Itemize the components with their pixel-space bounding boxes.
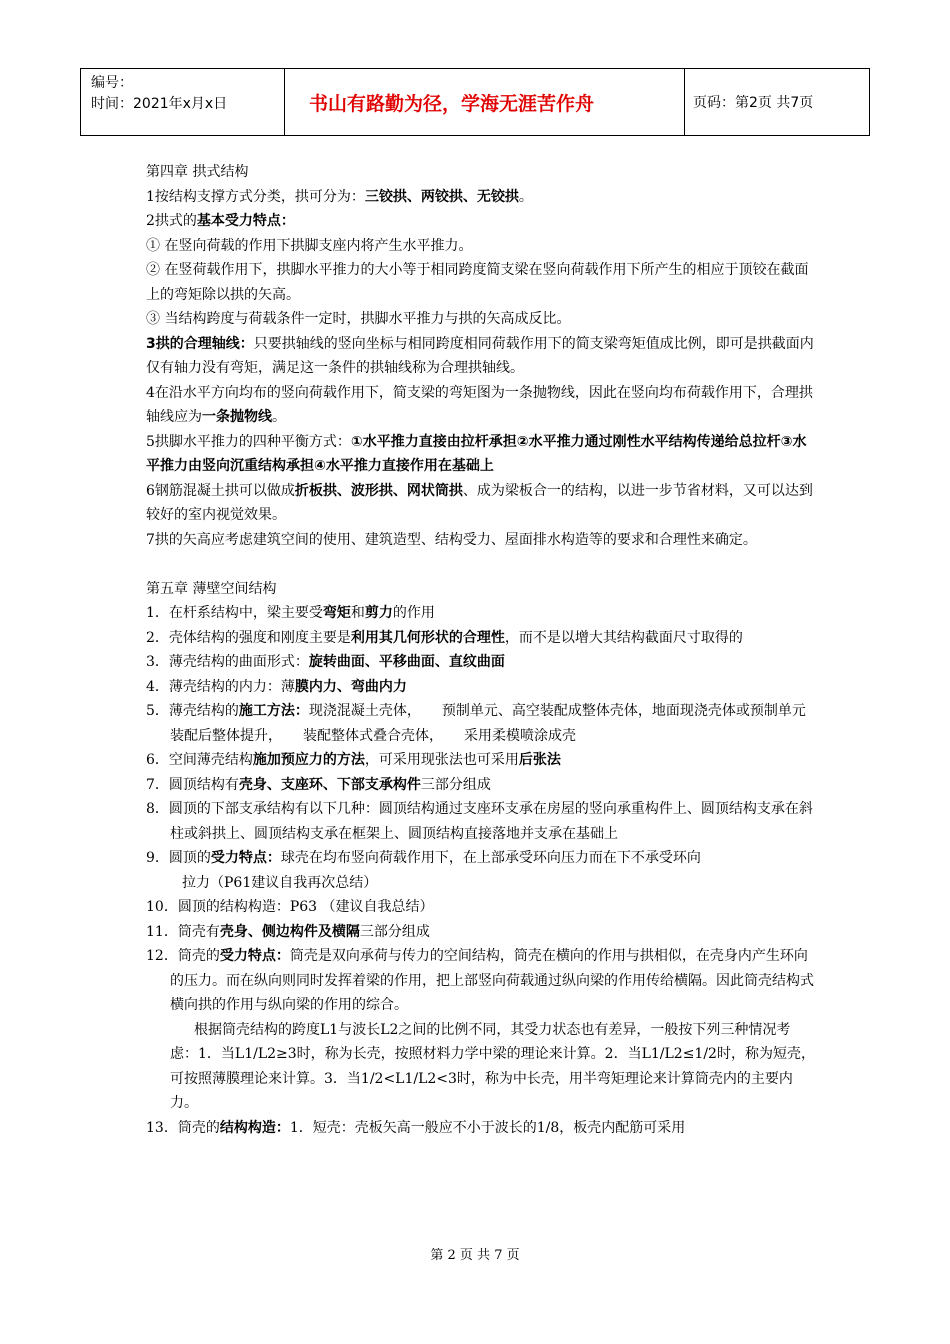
list-item: 12．筒壳的受力特点：筒壳是双向承荷与传力的空间结构，筒壳在横向的作用与拱相似，在壳身内产生环向的压力。而在纵向则同时发挥着梁的作用，把上部竖向荷载通过纵向梁的作用传给横隔。因此筒壳结构式横向拱的作用与纵向梁的作用的综合。 <box>146 948 814 1013</box>
list-item: 9．圆顶的受力特点：球壳在均布竖向荷载作用下，在上部承受环向压力而在下不承受环向 <box>146 850 701 866</box>
list-item: 2．壳体结构的强度和刚度主要是利用其几何形状的合理性，而不是以增大其结构截面尺寸取得的 <box>146 629 743 646</box>
paragraph: 4在沿水平方向均布的竖向荷载作用下，简支梁的弯矩图为一条抛物线，因此在竖向均布荷载作用下，合理拱轴线应为一条抛物线。 <box>146 384 813 425</box>
header-motto: 书山有路勤为径，学海无涯苦作舟 <box>285 69 685 135</box>
chapter-4-title: 第四章 拱式结构 <box>146 164 249 180</box>
paragraph: 根据筒壳结构的跨度L1与波长L2之间的比例不同，其受力状态也有差异，一般按下列三种情况考虑：1．当L1/L2≥3时，称为长壳，按照材料力学中梁的理论来计算。2．当L1/L2≤1/2时，称为短壳，可按照薄膜理论来计算。3．当1/2<L1/L2<3时，称为中长壳，用半弯矩理论来计算筒壳内的主要内力。 <box>170 1021 815 1111</box>
paragraph: 2拱式的基本受力特点： <box>146 213 295 229</box>
list-item: 3．薄壳结构的曲面形式：旋转曲面、平移曲面、直纹曲面 <box>146 654 505 670</box>
paragraph: 7拱的矢高应考虑建筑空间的使用、建筑造型、结构受力、屋面排水构造等的要求和合理性来确定。 <box>146 531 757 548</box>
paragraph: 5拱脚水平推力的四种平衡方式：①水平推力直接由拉杆承担②水平推力通过刚性水平结构传递给总拉杆③水平推力由竖向沉重结构承担④水平推力直接作用在基础上 <box>146 433 807 474</box>
list-item: 11．筒壳有壳身、侧边构件及横隔三部分组成 <box>146 923 430 940</box>
paragraph: ② 在竖荷载作用下，拱脚水平推力的大小等于相同跨度简支梁在竖向荷载作用下所产生的相应于顶铰在截面上的弯矩除以拱的矢高。 <box>146 262 809 303</box>
paragraph: ③ 当结构跨度与荷载条件一定时，拱脚水平推力与拱的矢高成反比。 <box>146 311 571 327</box>
list-item: 6．空间薄壳结构施加预应力的方法，可采用现张法也可采用后张法 <box>146 752 561 768</box>
list-item: 13．筒壳的结构构造：1．短壳：壳板矢高一般应不小于波长的1/8，板壳内配筋可采用 <box>146 1119 686 1136</box>
document-number: 编号： <box>91 75 133 91</box>
list-item: 8．圆顶的下部支承结构有以下几种：圆顶结构通过支座环支承在房屋的竖向承重构件上、圆顶结构支承在斜柱或斜拱上、圆顶结构支承在框架上、圆顶结构直接落地并支承在基础上 <box>146 801 813 842</box>
section-gap <box>146 552 816 577</box>
paragraph: ① 在竖向荷载的作用下拱脚支座内将产生水平推力。 <box>146 237 473 254</box>
list-item: 5．薄壳结构的施工方法：现浇混凝土壳体， 预制单元、高空装配成整体壳体，地面现浇壳体或预制单元装配后整体提升， 装配整体式叠合壳体， 采用柔模喷涂成壳 <box>146 703 806 744</box>
paragraph: 6钢筋混凝土拱可以做成折板拱、波形拱、网状筒拱、成为梁板合一的结构，以进一步节省材料，又可以达到较好的室内视觉效果。 <box>146 482 813 523</box>
chapter-5-title: 第五章 薄壁空间结构 <box>146 580 277 597</box>
list-item-continuation: 拉力（P61建议自我再次总结） <box>182 874 378 891</box>
document-body <box>146 160 816 1140</box>
page-header <box>80 68 870 136</box>
document-time: 时间：2021年x月x日 <box>91 96 228 112</box>
header-info <box>81 69 285 135</box>
paragraph: 3拱的合理轴线：只要拱轴线的竖向坐标与相同跨度相同荷载作用下的简支梁弯矩值成比例，即可是拱截面内仅有轴力没有弯矩，满足这一条件的拱轴线称为合理拱轴线。 <box>146 335 814 376</box>
list-item: 10．圆顶的结构构造：P63 （建议自我总结） <box>146 899 434 915</box>
list-item: 7．圆顶结构有壳身、支座环、下部支承构件三部分组成 <box>146 776 491 793</box>
list-item: 1．在杆系结构中，梁主要受弯矩和剪力的作用 <box>146 605 435 621</box>
page-footer: 第 2 页 共 7 页 <box>430 1248 520 1263</box>
paragraph: 1按结构支撑方式分类，拱可分为：三铰拱、两铰拱、无铰拱。 <box>146 188 533 205</box>
header-page-number: 页码：第2页 共7页 <box>693 95 814 111</box>
list-item: 4．薄壳结构的内力：薄膜内力、弯曲内力 <box>146 678 407 695</box>
